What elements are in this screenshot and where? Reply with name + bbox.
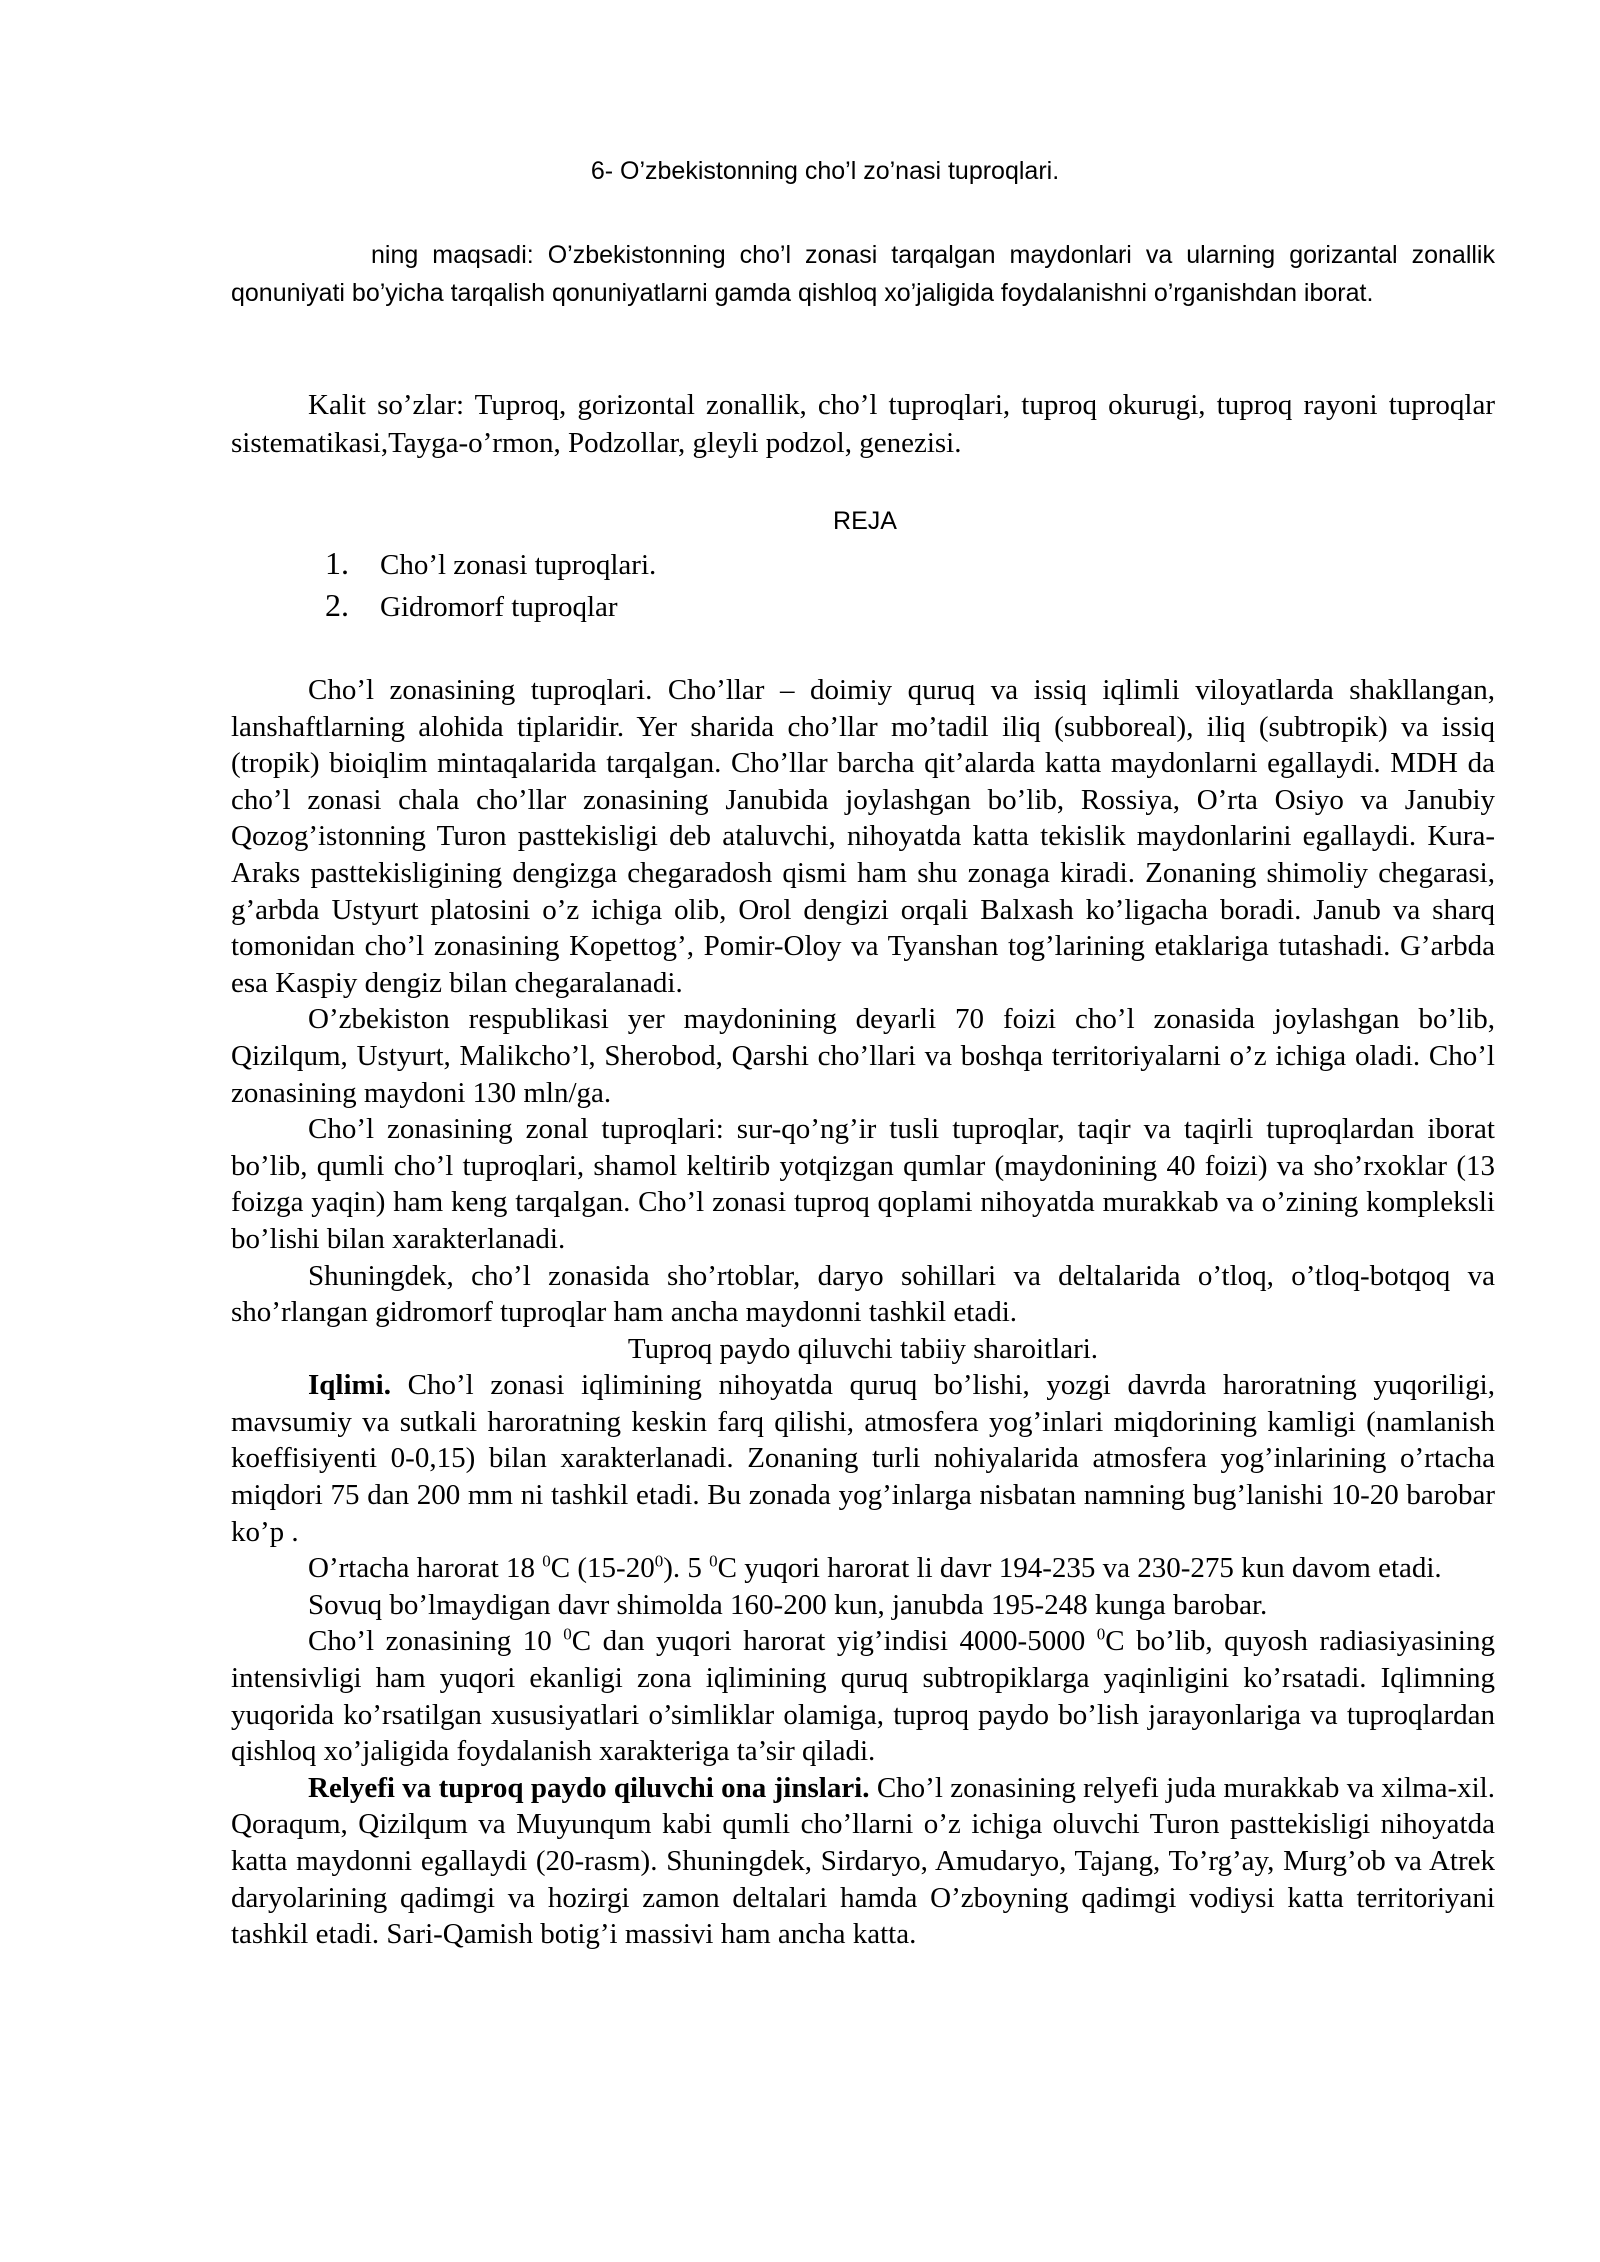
section-subheading: Tuproq paydo qiluvchi tabiiy sharoitlari. (627, 1332, 1099, 1365)
page-title: 6- O’zbekistonning cho’l zo’nasi tuproqlari. (590, 157, 1060, 185)
paragraph-climate (231, 1367, 1495, 1550)
heat-sum-text-b: C dan yuqori harorat yig’indisi 4000-5000 (571, 1625, 1097, 1658)
relief-text: Cho’l zonasining relyefi juda murakkab va xilma-xil. Qoraqum, Qizilqum va Muyunqum kabi qumli cho’llarni o’z ichiga oluvchi Turon pasttekisligi nihoyatda katta maydonni egallaydi (20-rasm). Shuningdek, Sirdaryo, Amudaryo, Tajang, To’rg’ay, Murg’ob va Atrek daryolarining qadimgi va hozirgi zamon deltalari hamda O’zboyning qadimgi vodiysi katta territoriyani tashkil etadi. Sari-Qamish botig’i massivi ham ancha katta. (231, 1771, 1495, 1951)
temperature-text-d: C yuqori harorat li davr 194-235 va 230-275 kun davom etadi. (717, 1552, 1442, 1585)
plan-list (320, 542, 656, 626)
paragraph-temperature (231, 1550, 1495, 1587)
degree-sup: 0 (709, 1551, 718, 1571)
plan-item-number: 2. (325, 587, 349, 623)
degree-sup: 0 (542, 1551, 551, 1571)
degree-sup: 0 (563, 1624, 572, 1644)
paragraph-hydromorphic: Shuningdek, cho’l zonasida sho’rtoblar, daryo sohillari va deltalarida o’tloq, o’tloq-botqoq va sho’rlangan gidromorf tuproqlar ham ancha maydonni tashkil etadi. (231, 1259, 1495, 1329)
heat-sum-text-c: C bo’lib, quyosh radiasiyasining intensivligi ham yuqori ekanligi zona iqlimining quruq subtropiklarga yaqinligini ko’rsatadi. Iqlimning yuqorida ko’rsatilgan xususiyatlari o’simliklar olamiga, tuproq paydo bo’lish jarayonlariga va tuproqlardan qishloq xo’jaligida foydalanish xarakteriga ta’sir qiladi. (231, 1625, 1495, 1768)
plan-item-text: Gidromorf tuproqlar (380, 591, 618, 623)
degree-sup: 0 (1096, 1624, 1106, 1644)
relief-heading: Relyefi va tuproq paydo qiluvchi ona jinslari. (308, 1771, 870, 1804)
paragraph-heat-sum (231, 1623, 1495, 1769)
keywords-paragraph: Kalit so’zlar: Tuproq, gorizontal zonallik, cho’l tuproqlari, tuproq okurugi, tuproq rayoni tuproqlar sistematikasi,Tayga-o’rmon, Podzollar, gleyli podzol, genezisi. (231, 389, 1495, 459)
temperature-text-c: ). 5 (663, 1552, 710, 1585)
paragraph-frost-free: Sovuq bo’lmaydigan davr shimolda 160-200 kun, janubda 195-248 kunga barobar. (308, 1588, 1268, 1621)
climate-heading: Iqlimi. (308, 1369, 391, 1402)
plan-item-number: 1. (325, 545, 349, 581)
temperature-text-b: C (15-20 (550, 1552, 655, 1585)
plan-item (320, 542, 656, 584)
heat-sum-text-a: Cho’l zonasining 10 (308, 1625, 564, 1658)
paragraph-zonal-soils: Cho’l zonasining zonal tuproqlari: sur-qo’ng’ir tusli tuproqlar, taqir va taqirli tuproqlardan iborat bo’lib, qumli cho’l tuproqlari, shamol keltirib yotqizgan qumlar (maydonining 40 foizi) va sho’rxoklar (13 foizga yaqin) ham keng tarqalgan. Cho’l zonasi tuproq qoplami nihoyatda murakkab va o’zining kompleksli bo’lishi bilan xarakterlanadi. (231, 1113, 1495, 1255)
temperature-text-a: O’rtacha harorat 18 (308, 1552, 543, 1585)
paragraph-uzbekistan: O’zbekiston respublikasi yer maydonining deyarli 70 foizi cho’l zonasida joylashgan bo’lib, Qizilqum, Ustyurt, Malikcho’l, Sherobod, Qarshi cho’llari va boshqa territoriyalarni o’z ichiga oladi. Cho’l zonasining maydoni 130 mln/ga. (231, 1003, 1495, 1109)
paragraph-relief (231, 1770, 1495, 1953)
plan-heading: REJA (833, 507, 897, 535)
body-text (231, 672, 1495, 1953)
plan-item-text: Cho’l zonasi tuproqlari. (380, 549, 657, 581)
paragraph-intro: Cho’l zonasining tuproqlari. Cho’llar – doimiy quruq va issiq iqlimli viloyatlarda shakllangan, lanshaftlarning alohida tiplaridir. Yer sharida cho’llar mo’tadil iliq (subboreal), iliq (subtropik) va issiq (tropik) bioiqlim mintaqalarida tarqalgan. Cho’llar barcha qit’alarda katta maydonlarni egallaydi. MDH da cho’l zonasi chala cho’llar zonasining Janubida joylashgan bo’lib, Rossiya, O’rta Osiyo va Janubiy Qozog’istonning Turon pasttekisligi deb ataluvchi, nihoyatda katta tekislik maydonlarini egallaydi. Kura-Araks pasttekisligining dengizga chegaradosh qismi ham shu zonaga kiradi. Zonaning shimoliy chegarasi, g’arbda Ustyurt platosini o’z ichiga olib, Orol dengizi orqali Balxash ko’ligacha boradi. Janub va sharq tomonidan cho’l zonasining Kopettog’, Pomir-Oloy va Tyanshan tog’larining etaklariga tutashadi. G’arbda esa Kaspiy dengiz bilan chegaralanadi. (231, 674, 1495, 999)
plan-item (320, 584, 656, 626)
lesson-purpose: ning maqsadi: O’zbekistonning cho’l zonasi tarqalgan maydonlari va ularning gorizantal zonallik qonuniyati bo’yicha tarqalish qonuniyatlarni gamda qishloq xo’jaligida foydalanishni o’rganishdan iborat. (231, 241, 1495, 307)
degree-sup: 0 (654, 1551, 664, 1571)
climate-text: Cho’l zonasi iqlimining nihoyatda quruq bo’lishi, yozgi davrda haroratning yuqoriligi, mavsumiy va sutkali haroratning keskin farq qilishi, atmosfera yog’inlari miqdorining kamligi (namlanish koeffisiyenti 0-0,15) bilan xarakterlanadi. Zonaning turli nohiyalarida atmosfera yog’inlarining o’rtacha miqdori 75 dan 200 mm ni tashkil etadi. Bu zonada yog’inlarga nisbatan namning bug’lanishi 10-20 barobar ko’p . (231, 1369, 1495, 1548)
